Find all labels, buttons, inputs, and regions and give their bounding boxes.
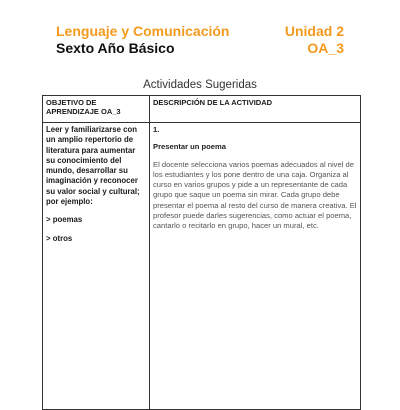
activity-title: Presentar un poema [153,142,227,152]
header-left [56,23,229,56]
description-column-header: DESCRIPCIÓN DE LA ACTIVIDAD [150,96,361,123]
table-header-row [43,96,361,123]
table-row [43,123,361,410]
description-cell [150,123,361,410]
objective-text: Leer y familiarizarse con un amplio repertorio de literatura para aumentar su conocimiento del mundo, desarrollar su imaginación y reconocer su valor social y cultural; por ejemplo: [46,125,140,207]
subject-title: Lenguaje y Comunicación [56,23,230,39]
activity-number: 1. [153,125,160,134]
examples-list [46,215,146,244]
objective-column-header: OBJETIVO DE APRENDIZAJE OA_3 [43,96,150,123]
list-item: > otros [46,233,73,243]
section-title: Actividades Sugeridas [143,79,257,91]
grade-title: Sexto Año Básico [56,40,175,56]
oa-label: OA_3 [307,40,344,56]
list-item: > poemas [46,215,83,225]
objective-cell [43,123,150,410]
activities-table [42,95,361,410]
activity-description: El docente selecciona varios poemas adecuados al nivel de los estudiantes y los pone dentro de una caja. Organiza al curso en varios grupos y pide a un representante de cada grupo que saque un poema sin mirar. Cada grupo debe presentar el poema al resto del curso de manera creativa. El profesor puede darles sugerencias, como actuar el poema, cantarlo o recitarlo en grupo, hacer un mural, etc. [153,159,357,231]
header-right [285,23,344,56]
unit-label: Unidad 2 [284,23,344,39]
